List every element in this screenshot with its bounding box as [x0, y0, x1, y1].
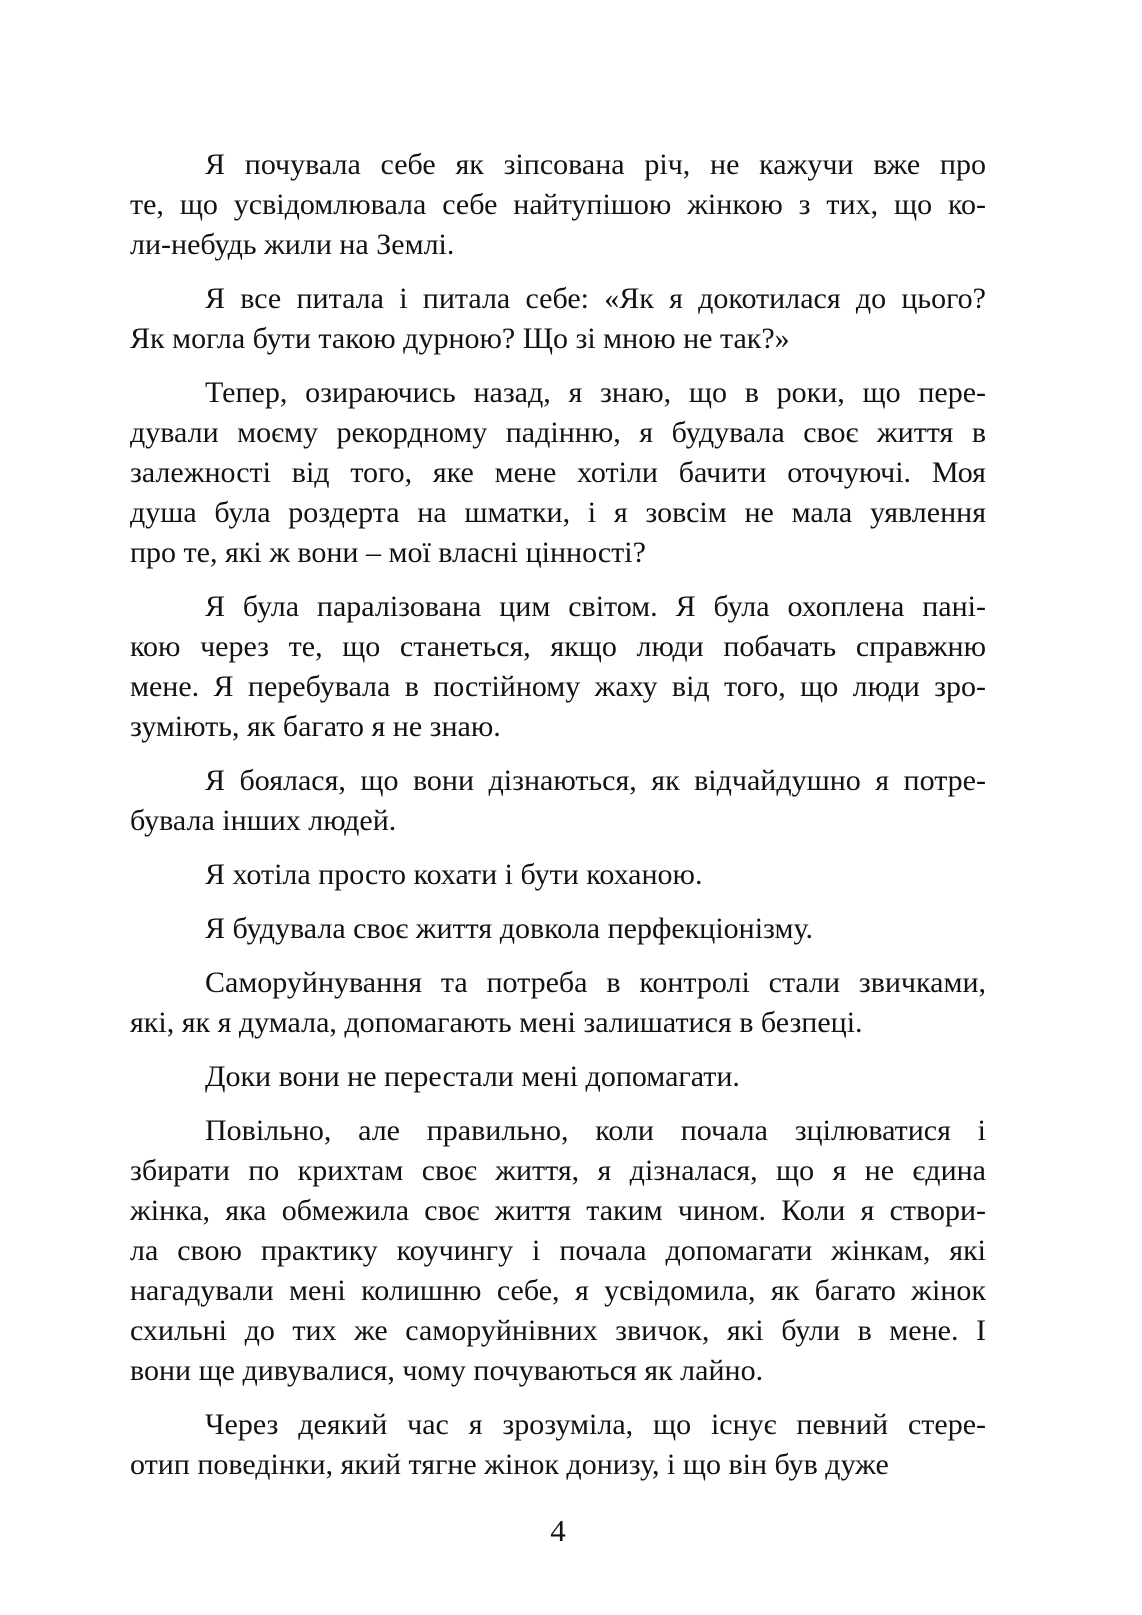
text-line: Я боялася, що вони дізнаються, як відчайдушно я потре- [205, 764, 986, 797]
text-line: залежності від того, яке мене хотіли бачити оточуючі. Моя [130, 456, 986, 489]
text-line: схильні до тих же саморуйнівних звичок, які були в мене. І [130, 1314, 986, 1347]
paragraph [130, 855, 986, 895]
paragraph [130, 1111, 986, 1391]
text-line: зуміють, як багато я не знаю. [130, 710, 501, 743]
text-line: Доки вони не перестали мені допомагати. [205, 1060, 740, 1093]
text-line: мене. Я перебувала в постійному жаху від того, що люди зро- [130, 670, 986, 703]
paragraph [130, 373, 986, 573]
text-line: Я все питала і питала себе: «Як я докотилася до цього? [205, 282, 986, 315]
text-line: ла свою практику коучингу і почала допомагати жінкам, які [130, 1234, 986, 1267]
text-line: Я почувала себе як зіпсована річ, не кажучи вже про [205, 148, 986, 181]
paragraphs-container [130, 145, 986, 1485]
text-line: вони ще дивувалися, чому почуваються як лайно. [130, 1354, 764, 1387]
paragraph [130, 1057, 986, 1097]
paragraph [130, 909, 986, 949]
page-number: 4 [550, 1513, 566, 1548]
text-line: Тепер, озираючись назад, я знаю, що в роки, що пере- [205, 376, 986, 409]
text-line: Саморуйнування та потреба в контролі стали звичками, [205, 966, 986, 999]
paragraph [130, 761, 986, 841]
paragraph [130, 1405, 986, 1485]
text-line: Як могла бути такою дурною? Що зі мною не так?» [130, 322, 790, 355]
text-line: збирати по крихтам своє життя, я дізналася, що я не єдина [130, 1154, 986, 1187]
text-line: те, що усвідомлювала себе найтупішою жінкою з тих, що ко- [130, 188, 986, 221]
text-line: Через деякий час я зрозуміла, що існує певний стере- [205, 1408, 986, 1441]
text-line: Повільно, але правильно, коли почала зцілюватися і [205, 1114, 986, 1147]
text-line: душа була роздерта на шматки, і я зовсім не мала уявлення [130, 496, 986, 529]
paragraph [130, 145, 986, 265]
text-line: дували моєму рекордному падінню, я будувала своє життя в [130, 416, 986, 449]
paragraph [130, 279, 986, 359]
text-line: бувала інших людей. [130, 804, 397, 837]
text-line: Я була паралізована цим світом. Я була охоплена пані- [205, 590, 986, 623]
text-line: кою через те, що станеться, якщо люди побачать справжню [130, 630, 986, 663]
text-line: отип поведінки, який тягне жінок донизу, і що він був дуже [130, 1448, 889, 1481]
text-block [130, 145, 986, 1551]
text-line: Я будувала своє життя довкола перфекціонізму. [205, 912, 813, 945]
paragraph [130, 963, 986, 1043]
text-line: про те, які ж вони – мої власні цінності? [130, 536, 646, 569]
text-line: які, як я думала, допомагають мені залишатися в безпеці. [130, 1006, 863, 1039]
text-line: ли-небудь жили на Землі. [130, 228, 455, 261]
paragraph [130, 587, 986, 747]
text-line: нагадували мені колишню себе, я усвідомила, як багато жінок [130, 1274, 986, 1307]
text-line: Я хотіла просто кохати і бути коханою. [205, 858, 703, 891]
text-line: жінка, яка обмежила своє життя таким чином. Коли я створи- [130, 1194, 986, 1227]
